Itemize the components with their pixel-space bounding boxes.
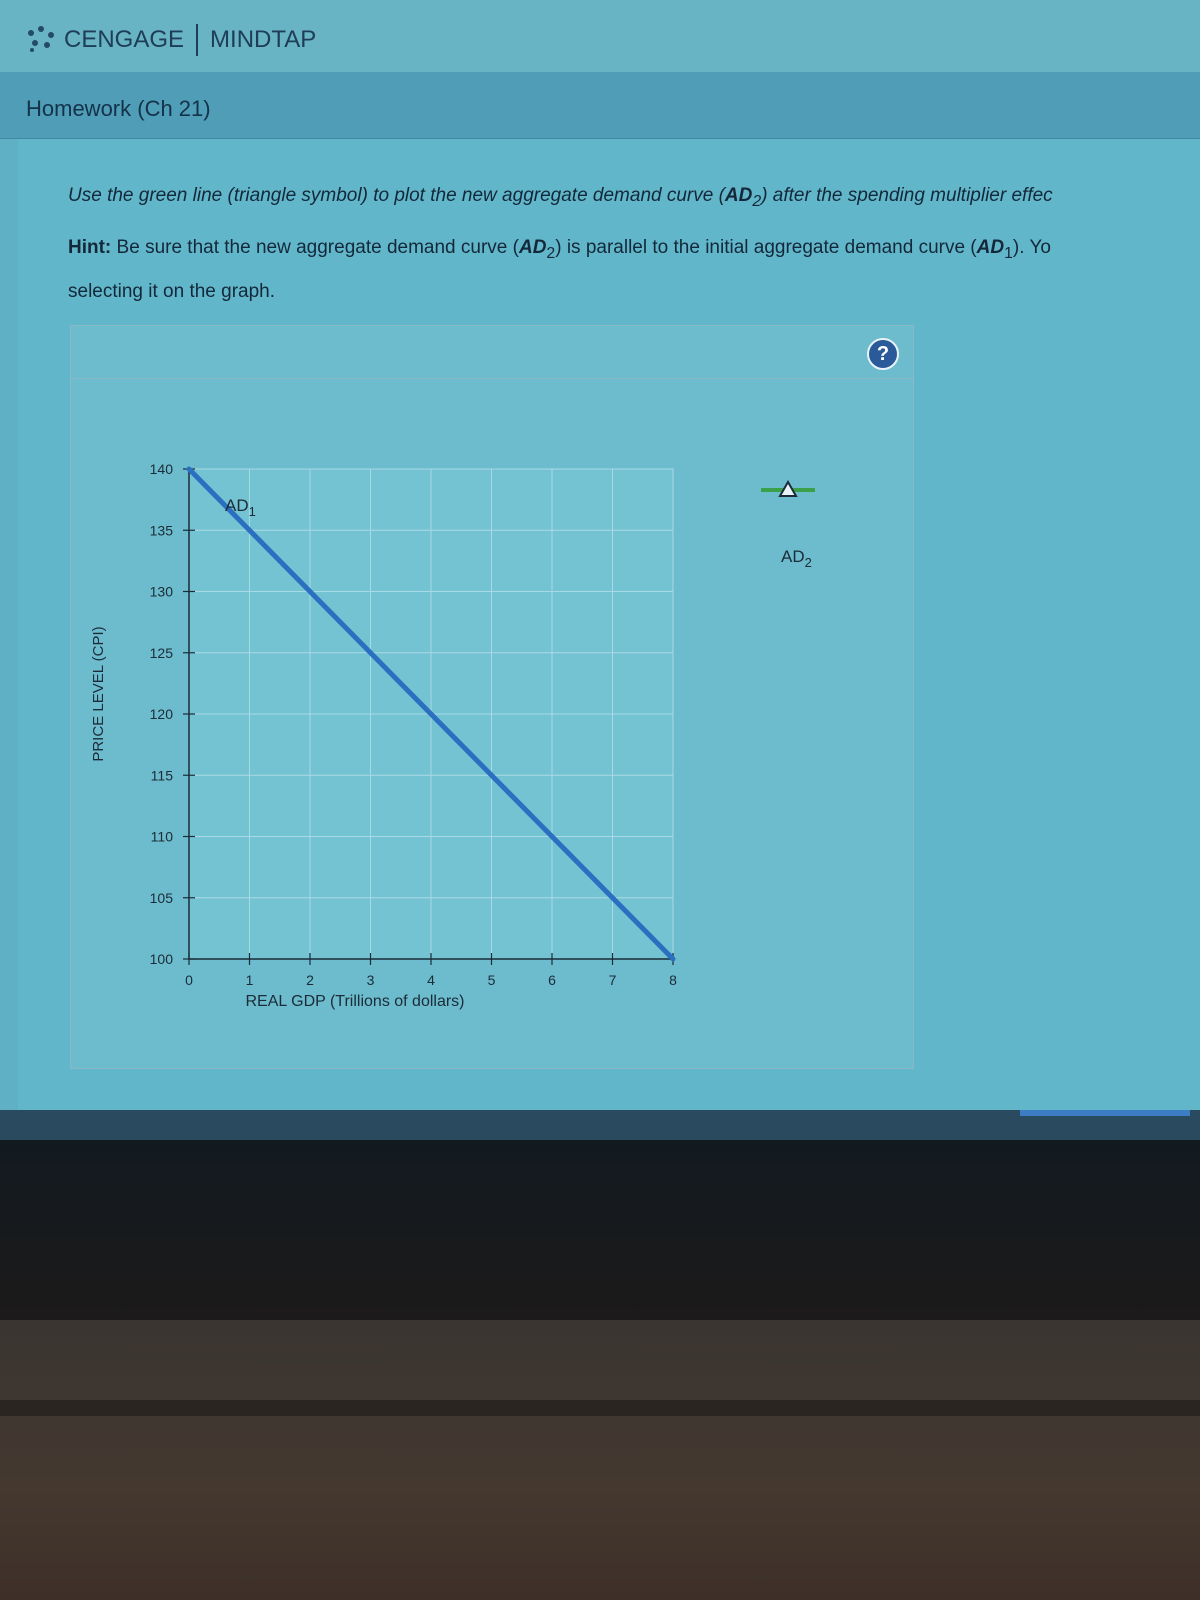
x-tick-label: 3: [366, 972, 375, 988]
product-name: MINDTAP: [210, 26, 317, 53]
x-tick-label: 1: [245, 972, 254, 988]
ad2-tool[interactable]: [761, 482, 815, 570]
y-tick-label: 115: [150, 767, 173, 784]
y-tick-label: 125: [149, 644, 173, 661]
brand[interactable]: [26, 24, 316, 56]
monitor-bezel: [0, 1140, 1200, 1320]
y-axis-label: PRICE LEVEL (CPI): [90, 626, 107, 762]
x-axis-label: REAL GDP (Trillions of dollars): [245, 993, 465, 1010]
brand-name: CENGAGE: [64, 26, 185, 53]
graph-panel: [70, 325, 914, 1069]
x-tick-label: 4: [427, 972, 435, 988]
hint-curve-b: AD: [976, 237, 1005, 258]
footer-accent: [1020, 1110, 1190, 1116]
y-tick-label: 100: [149, 951, 173, 967]
y-tick-label: 120: [149, 706, 173, 722]
y-tick-label: 140: [149, 461, 173, 477]
hint-text: [68, 237, 1051, 263]
hint-text-continued: selecting it on the graph.: [68, 281, 276, 302]
hint-sub-a: 2: [546, 244, 556, 262]
x-tick-label: 2: [306, 972, 314, 988]
y-tick-label: 130: [149, 583, 173, 600]
x-tick-label: 5: [487, 972, 496, 988]
x-tick-label: 7: [608, 972, 617, 988]
hint-text-c: ). Yo: [1012, 237, 1051, 258]
x-tick-label: 0: [185, 972, 193, 988]
assignment-title: Homework (Ch 21): [26, 96, 211, 121]
x-tick-label: 8: [669, 972, 677, 988]
assignment-title-bar: [0, 72, 1200, 139]
y-tick-label: 135: [149, 522, 173, 539]
brand-divider: [196, 24, 198, 56]
y-tick-label: 110: [150, 828, 173, 845]
graph-panel-header: [71, 326, 913, 379]
desk-surface: [0, 1320, 1200, 1600]
instruction-suffix: ) after the spending multiplier effec: [761, 185, 1053, 206]
hint-text-b: ) is parallel to the initial aggregate demand curve (: [555, 237, 977, 258]
x-axis: [185, 953, 677, 988]
instruction-curve-sub: 2: [752, 192, 762, 210]
instruction-prefix: Use the green line (triangle symbol) to plot the new aggregate demand curve (: [68, 185, 725, 206]
hint-curve-a: AD: [518, 237, 547, 258]
instruction-curve: AD: [724, 185, 753, 206]
ad1-label: $AD_1$: [225, 496, 256, 519]
hint-label: Hint:: [68, 237, 112, 258]
instruction-text: [68, 185, 1053, 211]
ad-graph[interactable]: [89, 384, 889, 1044]
top-navigation-bar: [0, 0, 1200, 73]
ad2-tool-label: $AD_2$: [781, 547, 812, 570]
question-content: [18, 139, 1200, 1129]
hint-sub-b: 1: [1004, 244, 1013, 262]
question-circle-icon[interactable]: ?: [867, 338, 899, 370]
y-axis: [150, 461, 195, 967]
hint-text-a: Be sure that the new aggregate demand curve (: [111, 237, 519, 258]
desk-edge: [0, 1400, 1200, 1416]
cengage-logo-icon: [26, 26, 60, 54]
y-tick-label: 105: [149, 889, 173, 906]
x-tick-label: 6: [548, 972, 556, 988]
